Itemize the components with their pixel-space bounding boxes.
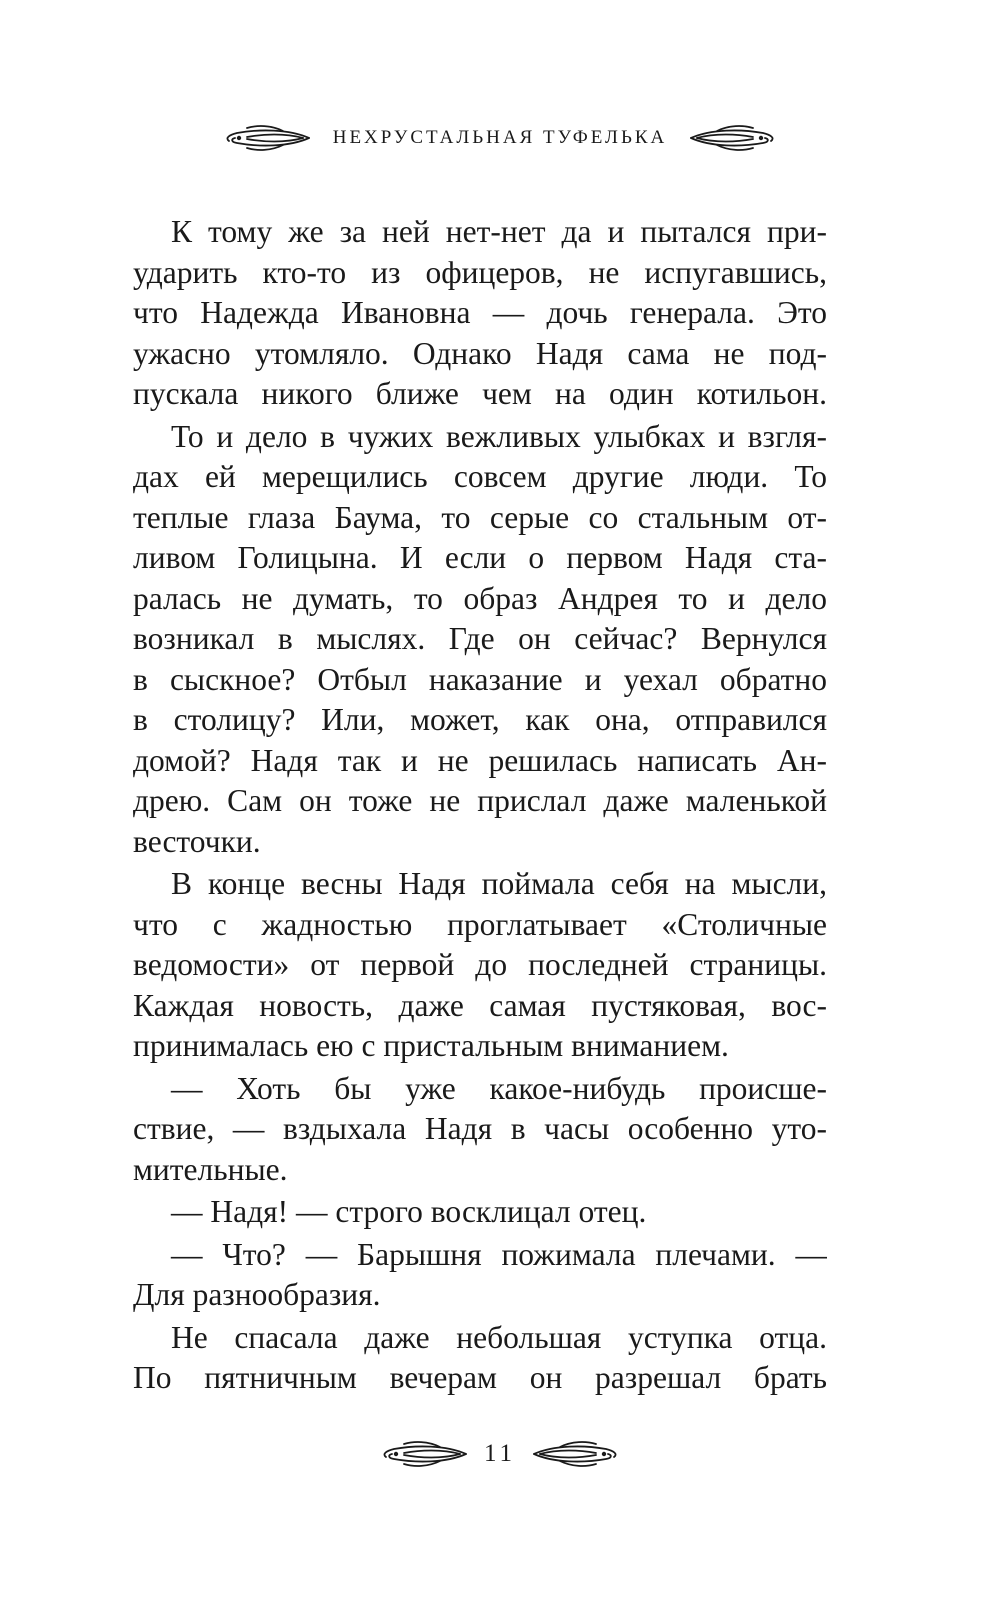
text-line: То и дело в чужих вежливых улыбках и взгля-	[171, 418, 827, 454]
text-line: принималась ею с пристальным вниманием.	[133, 1028, 729, 1063]
text-line: ведомости» от первой до последней страницы.	[133, 947, 827, 982]
text-line: Не спасала даже небольшая уступка отца.	[171, 1319, 827, 1355]
text-line: дах ей мерещились совсем другие люди. То	[133, 459, 827, 494]
ornament-left-icon	[223, 122, 311, 154]
text-line: что Надежда Ивановна — дочь генерала. Это	[133, 295, 827, 330]
text-line: что с жадностью проглатывает «Столичные	[133, 906, 827, 942]
text-line: ствие, — вздыхала Надя в часы особенно уто-	[133, 1111, 827, 1146]
running-head	[0, 108, 1000, 168]
text-line: домой? Надя так и не решилась написать Ан-	[133, 742, 827, 778]
text-line: — Что? — Барышня пожимала плечами. —	[171, 1236, 827, 1272]
text-line: ударить кто-то из офицеров, не испугавшись,	[133, 254, 827, 290]
text-line: К тому же за ней нет-нет да и пытался при-	[171, 214, 827, 249]
ornament-right-icon	[532, 1438, 620, 1470]
text-line: ливом Голицына. И если о первом Надя ста-	[133, 540, 827, 575]
body-text	[133, 212, 827, 1399]
text-line: — Хоть бы уже какое-нибудь происше-	[171, 1070, 827, 1106]
running-head-title: НЕХРУСТАЛЬНАЯ ТУФЕЛЬКА	[332, 127, 668, 148]
text-line: ужасно утомляло. Однако Надя сама не под-	[133, 335, 827, 371]
text-line: возникал в мыслях. Где он сейчас? Вернулся	[133, 621, 827, 656]
page-number: 11	[483, 1440, 517, 1467]
text-line: Для разнообразия.	[133, 1277, 381, 1312]
text-line: В конце весны Надя поймала себя на мысли,	[171, 866, 827, 901]
text-line: По пятничным вечерам он разрешал брать	[133, 1360, 827, 1395]
text-line: в сыскное? Отбыл наказание и уехал обратно	[133, 661, 827, 697]
text-line: ралась не думать, то образ Андрея то и дело	[133, 580, 827, 616]
ornament-left-icon	[380, 1438, 468, 1470]
text-line: — Надя! — строго восклицал отец.	[171, 1194, 647, 1229]
text-line: весточки.	[133, 823, 261, 859]
ornament-right-icon	[689, 122, 777, 154]
text-line: в столицу? Или, может, как она, отправился	[133, 702, 827, 737]
text-line: мительные.	[133, 1151, 288, 1187]
text-line: пускала никого ближе чем на один котильон.	[133, 376, 827, 411]
text-line: теплые глаза Баума, то серые со стальным от-	[133, 499, 827, 535]
page-footer	[0, 1424, 1000, 1484]
text-line: дрею. Сам он тоже не прислал даже маленькой	[133, 783, 827, 818]
text-line: Каждая новость, даже самая пустяковая, вос-	[133, 987, 827, 1023]
